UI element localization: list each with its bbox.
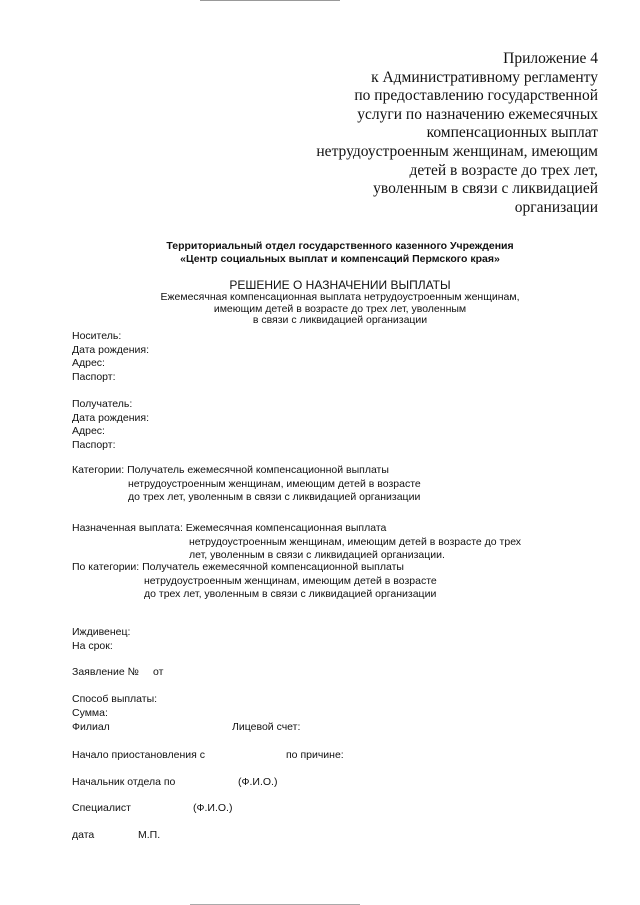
appendix-line: компенсационных выплат: [426, 124, 598, 142]
appendix-line: по предоставлению государственной: [354, 87, 598, 105]
personal-account-label: Лицевой счет:: [232, 721, 301, 733]
categories-label: Категории:: [72, 464, 125, 476]
payment-method-label: Способ выплаты:: [72, 693, 158, 705]
appendix-line: организации: [514, 198, 598, 216]
date-label: дата: [72, 829, 95, 841]
institution-line-2: «Центр социальных выплат и компенсаций Пермского края»: [180, 253, 500, 265]
by-category-text-line: до трех лет, уволенным в связи с ликвидацией организации: [144, 588, 437, 600]
decision-title-block: [0, 278, 640, 327]
carrier-address-label: Адрес:: [72, 357, 105, 369]
department-head-label: Начальник отдела по: [72, 776, 176, 788]
stamp-label: М.П.: [138, 829, 161, 841]
appendix-line: нетрудоустроенным женщинам, имеющим: [316, 142, 598, 160]
recipient-block: [72, 398, 149, 452]
decision-subtitle-line: Ежемесячная компенсационная выплата нетрудоустроенным женщинам,: [160, 291, 520, 303]
branch-label: Филиал: [72, 721, 110, 733]
assigned-payment-text-line: лет, уволенным в связи с ликвидацией организации.: [189, 549, 445, 561]
assigned-payment-text-line: Ежемесячная компенсационная выплата: [185, 522, 387, 534]
appendix-block: [278, 50, 598, 217]
assigned-payment-text-line: нетрудоустроенным женщинам, имеющим детей в возрасте до трех: [189, 535, 522, 548]
categories-text-line: до трех лет, уволенным в связи с ликвидацией организации: [128, 491, 421, 503]
categories-block: [72, 464, 421, 505]
recipient-name-label: Получатель:: [72, 398, 133, 410]
specialist-fio: (Ф.И.О.): [193, 802, 233, 814]
appendix-line: уволенным в связи с ликвидацией: [373, 180, 598, 198]
appendix-line: детей в возрасте до трех лет,: [409, 161, 598, 179]
institution-header: [0, 240, 640, 266]
decision-subtitle-line: в связи с ликвидацией организации: [252, 314, 428, 326]
carrier-passport-label: Паспорт:: [72, 370, 116, 383]
decision-subtitle-line: имеющим детей в возрасте до трех лет, уволенным: [213, 302, 467, 315]
categories-text-line: нетрудоустроенным женщинам, имеющим детей в возрасте: [128, 477, 421, 490]
specialist-label: Специалист: [72, 802, 131, 814]
by-category-text-line: Получатель ежемесячной компенсационной выплаты: [142, 561, 404, 573]
carrier-birth-label: Дата рождения:: [72, 343, 149, 356]
application-number-label: Заявление №: [72, 666, 139, 678]
payment-amount-label: Сумма:: [72, 707, 108, 719]
appendix-line: к Административному регламенту: [371, 68, 598, 86]
assigned-payment-block: [72, 522, 521, 563]
appendix-line: услуги по назначению ежемесячных: [357, 105, 598, 123]
dependent-block: [72, 626, 130, 653]
decision-title: РЕШЕНИЕ О НАЗНАЧЕНИИ ВЫПЛАТЫ: [229, 278, 451, 292]
by-category-text-line: нетрудоустроенным женщинам, имеющим детей в возрасте: [144, 574, 437, 587]
suspension-start-label: Начало приостановления с: [72, 749, 205, 761]
by-category-block: [72, 561, 437, 602]
suspension-reason-label: по причине:: [286, 749, 344, 761]
recipient-birth-label: Дата рождения:: [72, 411, 149, 424]
application-date-label: от: [153, 666, 164, 678]
categories-text-line: Получатель ежемесячной компенсационной выплаты: [127, 464, 389, 476]
term-label: На срок:: [72, 639, 113, 652]
recipient-passport-label: Паспорт:: [72, 438, 116, 451]
recipient-address-label: Адрес:: [72, 425, 105, 437]
dependent-label: Иждивенец:: [72, 626, 131, 638]
department-head-fio: (Ф.И.О.): [238, 776, 278, 788]
assigned-payment-label: Назначенная выплата:: [72, 522, 183, 534]
institution-line-1: Территориальный отдел государственного казенного Учреждения: [166, 240, 514, 252]
carrier-block: [72, 330, 149, 384]
by-category-label: По категории:: [72, 561, 140, 573]
carrier-name-label: Носитель:: [72, 330, 122, 342]
appendix-line: Приложение 4: [503, 50, 598, 67]
scan-edge-top: [200, 0, 340, 1]
